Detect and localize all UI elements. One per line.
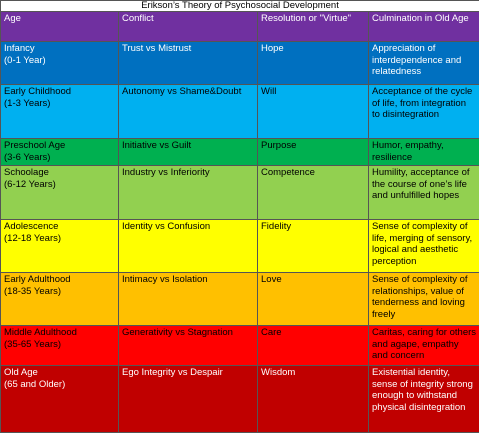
culmination-cell: Sense of complexity of life, merging of sensory, logical and aesthetic perception	[369, 220, 479, 273]
culmination-cell: Humility, acceptance of the course of one’s life and unfulfilled hopes	[369, 166, 479, 220]
age-cell: Early Adulthood (18-35 Years)	[1, 273, 119, 326]
virtue-cell: Wisdom	[258, 366, 369, 433]
table-row	[1, 139, 479, 166]
culmination-cell: Humor, empathy, resilience	[369, 139, 479, 166]
header-virtue: Resolution or "Virtue"	[258, 12, 369, 42]
conflict-cell: Trust vs Mistrust	[119, 42, 258, 85]
title-row	[1, 1, 479, 12]
virtue-cell: Love	[258, 273, 369, 326]
conflict-cell: Autonomy vs Shame&Doubt	[119, 85, 258, 139]
virtue-cell: Fidelity	[258, 220, 369, 273]
virtue-cell: Purpose	[258, 139, 369, 166]
conflict-cell: Generativity vs Stagnation	[119, 326, 258, 366]
table-row	[1, 42, 479, 85]
conflict-cell: Initiative vs Guilt	[119, 139, 258, 166]
table-row	[1, 220, 479, 273]
header-conflict: Conflict	[119, 12, 258, 42]
conflict-cell: Intimacy vs Isolation	[119, 273, 258, 326]
age-cell: Old Age (65 and Older)	[1, 366, 119, 433]
age-cell: Middle Adulthood (35-65 Years)	[1, 326, 119, 366]
virtue-cell: Will	[258, 85, 369, 139]
age-cell: Preschool Age (3-6 Years)	[1, 139, 119, 166]
table-row	[1, 366, 479, 433]
culmination-cell: Caritas, caring for others and agape, empathy and concern	[369, 326, 479, 366]
virtue-cell: Competence	[258, 166, 369, 220]
table-row	[1, 85, 479, 139]
age-cell: Infancy (0-1 Year)	[1, 42, 119, 85]
conflict-cell: Identity vs Confusion	[119, 220, 258, 273]
age-cell: Adolescence (12-18 Years)	[1, 220, 119, 273]
conflict-cell: Industry vs Inferiority	[119, 166, 258, 220]
culmination-cell: Acceptance of the cycle of life, from integration to disintegration	[369, 85, 479, 139]
header-culmination: Culmination in Old Age	[369, 12, 479, 42]
virtue-cell: Hope	[258, 42, 369, 85]
culmination-cell: Appreciation of interdependence and relatedness	[369, 42, 479, 85]
virtue-cell: Care	[258, 326, 369, 366]
table-row	[1, 326, 479, 366]
table-row	[1, 166, 479, 220]
header-age: Age	[1, 12, 119, 42]
conflict-cell: Ego Integrity vs Despair	[119, 366, 258, 433]
culmination-cell: Existential identity, sense of integrity strong enough to withstand physical disintegration	[369, 366, 479, 433]
age-cell: Early Childhood (1-3 Years)	[1, 85, 119, 139]
culmination-cell: Sense of complexity of relationships, value of tenderness and loving freely	[369, 273, 479, 326]
header-row	[1, 12, 479, 42]
table-title: Erikson’s Theory of Psychosocial Development	[1, 1, 479, 12]
age-cell: Schoolage (6-12 Years)	[1, 166, 119, 220]
table-row	[1, 273, 479, 326]
